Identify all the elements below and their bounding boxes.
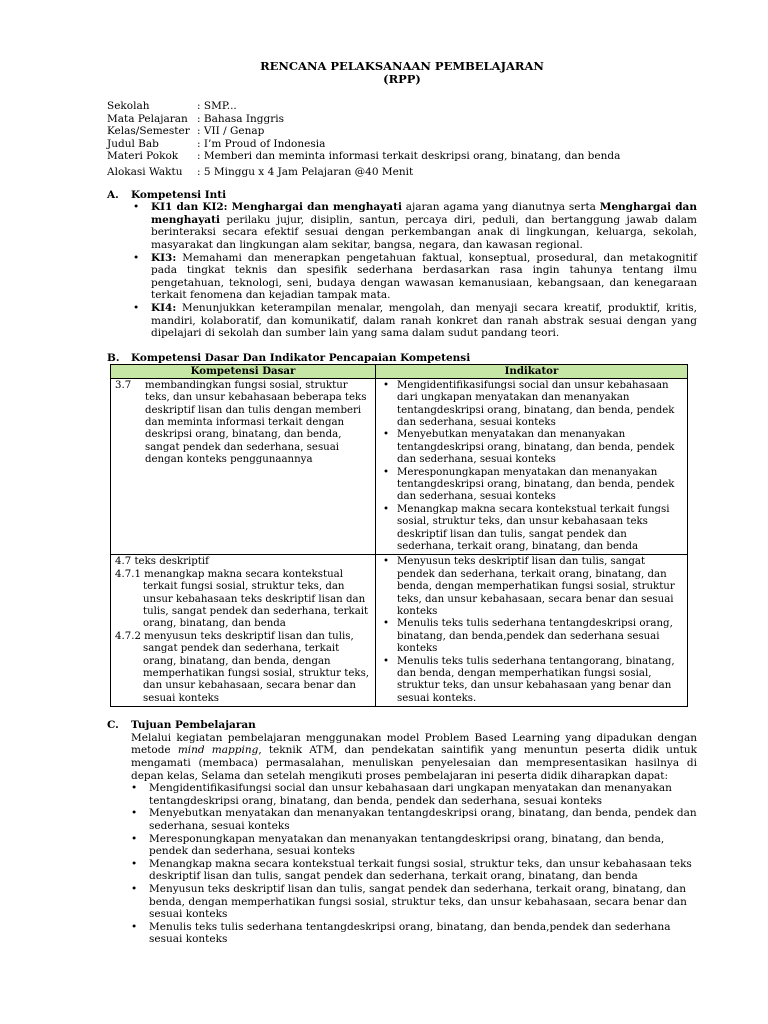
ki4-item — [131, 302, 697, 340]
meta-row-kelas-semester — [107, 125, 697, 138]
indicator-list — [380, 380, 683, 554]
indicator-list — [380, 556, 683, 705]
meta-value: : Memberi dan meminta informasi terkait deskripsi orang, binatang, dan benda — [197, 150, 621, 163]
meta-value: : VII / Genap — [197, 125, 265, 138]
list-item: • Menyusun teks deskriptif lisan dan tulis, sangat pendek dan sederhana, terkait orang, binatang, dan benda, dengan memperhatikan fungsi sosial, struktur teks, dan unsur kebahasaan, secara benar dan sesuai konteks — [380, 556, 683, 618]
document-page — [107, 60, 697, 946]
indicator-cell — [376, 555, 688, 707]
kd-number: 4.7.2 — [115, 630, 141, 642]
list-item: • Menulis teks tulis sederhana tentangdeskripsi orang, binatang, dan benda,pendek dan sederhana sesuai konteks — [380, 618, 683, 655]
identity-block — [107, 100, 697, 179]
section-a-heading — [107, 189, 697, 202]
section-letter: C. — [107, 719, 119, 732]
section-b-heading — [107, 352, 697, 365]
ki1-ki2-item — [131, 201, 697, 251]
column-header-kompetensi-dasar: Kompetensi Dasar — [111, 365, 376, 378]
meta-label: Kelas/Semester — [107, 125, 190, 138]
list-item: • Menyusun teks deskriptif lisan dan tulis, sangat pendek dan sederhana, terkait orang, binatang, dan benda, dengan memperhatikan fungsi sosial, struktur teks, dan unsur kebahasaan, secara benar dan sesuai konteks — [131, 883, 697, 921]
tujuan-list — [107, 782, 697, 946]
list-item: • Menangkap makna secara kontekstual terkait fungsi sosial, struktur teks, dan unsur kebahasaan teks deskriptif lisan dan tulis, sangat pendek dan sederhana, terkait orang, binatang, dan benda — [131, 858, 697, 883]
kd-number: 3.7 — [115, 379, 132, 391]
meta-value: : I’m Proud of Indonesia — [197, 137, 326, 150]
intro-text-1: Melalui kegiatan pembelajaran menggunakan model Problem Based Learning yang dipadukan dengan metode — [131, 731, 697, 757]
meta-label: Judul Bab — [107, 137, 159, 150]
ki3-text: Memahami dan menerapkan pengetahuan faktual, konseptual, prosedural, dan metakognitif pada tingkat teknis dan spesifik sederhana berdasarkan rasa ingin tahunya tentang ilmu pengetahuan, teknologi, seni, budaya dengan wawasan kemanusiaan, kebangsaan, dan kenegaraan terkait fenomena dan kejadian tampak mata. — [151, 251, 697, 302]
kd-4-7-1 — [115, 569, 371, 631]
section-letter: A. — [107, 188, 119, 201]
ki3-bold-label: KI3: — [151, 251, 177, 264]
list-item: • Menangkap makna secara kontekstual terkait fungsi sosial, struktur teks, dan unsur kebahasaan teks deskriptif lisan dan tulis, sangat pendek dan sederhana, terkait orang, binatang, dan benda — [380, 504, 683, 554]
meta-row-mata-pelajaran — [107, 113, 697, 126]
section-title: Kompetensi Inti — [131, 188, 227, 201]
kd-text-rest: sangat pendek dan sederhana, terkait orang, binatang, dan benda, dengan memperhatikan fungsi sosial, struktur teks, dan unsur kebahasaan, secara benar dan sesuai konteks — [143, 643, 370, 704]
table-header-row — [111, 365, 688, 378]
kd-text: membandingkan fungsi sosial, struktur teks, dan unsur kebahasaan beberapa teks deskriptif lisan dan tulis dengan memberi dan meminta informasi terkait dengan deskripsi orang, binatang, dan benda, sangat pendek dan sederhana, sesuai dengan konteks penggunaannya — [145, 379, 367, 466]
list-item: • Menyebutkan menyatakan dan menanyakan tentangdeskripsi orang, binatang, dan benda, pendek dan sederhana, sesuai konteks — [380, 429, 683, 466]
indicator-cell — [376, 378, 688, 555]
intro-text-2: , teknik ATM, dan pendekatan saintifik yang menuntun peserta didik untuk mengamati (membaca) permasalahan, menuliskan penyelesaian dan mempresentasikan hasilnya di depan kelas, Selama dan setelah mengikuti proses pembelajaran ini peserta didik diharapkan dapat: — [131, 744, 698, 782]
title-line-1: RENCANA PELAKSANAAN PEMBELAJARAN — [260, 59, 544, 73]
meta-label: Mata Pelajaran — [107, 112, 188, 125]
list-item: • Menulis teks tulis sederhana tentangdeskripsi orang, binatang, dan benda,pendek dan sederhana sesuai konteks — [131, 921, 697, 946]
list-item: • Mengidentifikasifungsi social dan unsur kebahasaan dari ungkapan menyatakan dan menanyakan tentangdeskripsi orang, binatang, dan benda, pendek dan sederhana, sesuai konteks — [380, 380, 683, 430]
list-item: • Meresponungkapan menyatakan dan menanyakan tentangdeskripsi orang, binatang, dan benda, pendek dan sederhana, sesuai konteks — [380, 467, 683, 504]
tujuan-intro-paragraph — [107, 732, 697, 782]
ki4-text: Menunjukkan keterampilan menalar, mengolah, dan menyaji secara kreatif, produktif, kritis, mandiri, kolaboratif, dan komunikatif, dalam ranah konkret dan ranah abstrak sesuai dengan yang dipelajari di sekolah dan sumber lain yang sama dalam sudut pandang teori. — [151, 301, 697, 340]
list-item: • Meresponungkapan menyatakan dan menanyakan tentangdeskripsi orang, binatang, dan benda, pendek dan sederhana, sesuai konteks — [131, 833, 697, 858]
kd-text-rest: terkait fungsi sosial, struktur teks, dan unsur kebahasaan teks deskriptif lisan dan tulis, sangat pendek dan sederhana, terkait orang, binatang, dan benda — [143, 581, 369, 630]
section-letter: B. — [107, 351, 120, 364]
section-title: Tujuan Pembelajaran — [131, 719, 256, 732]
ki3-item — [131, 252, 697, 302]
ki1-text-1: ajaran agama yang dianutnya serta — [401, 201, 600, 214]
title-line-2: (RPP) — [383, 72, 421, 86]
kd-text-first: menangkap makna secara kontekstual — [144, 568, 343, 580]
kd-number: 4.7.1 — [115, 568, 141, 580]
ki1-bold-phrase: Menghargai dan menghayati — [151, 201, 697, 226]
meta-value: : 5 Minggu x 4 Jam Pelajaran @40 Menit — [197, 165, 414, 178]
list-item: • Menulis teks tulis sederhana tentangorang, binatang, dan benda, dengan memperhatikan fungsi sosial, struktur teks, dan unsur kebahasaan yang benar dan sesuai konteks. — [380, 656, 683, 706]
meta-value: : SMP... — [197, 100, 237, 112]
document-title — [107, 60, 697, 86]
kd-indikator-table — [110, 364, 688, 707]
kompetensi-inti-list — [107, 201, 697, 340]
meta-row-judul-bab — [107, 138, 697, 151]
ki1-bold-label: KI1 dan KI2: Menghargai dan menghayati — [151, 201, 402, 214]
intro-emphasis: mind mapping — [177, 744, 259, 757]
meta-label: Materi Pokok — [107, 150, 179, 163]
kd-3-7 — [115, 380, 371, 467]
kd-4-7-heading: 4.7 teks deskriptif — [115, 556, 209, 568]
table-row — [111, 378, 688, 555]
meta-value: : Bahasa Inggris — [197, 112, 284, 125]
meta-row-sekolah — [107, 100, 697, 113]
ki1-text-2: perilaku jujur, disiplin, santun, percaya diri, peduli, dan bertanggung jawab dalam berinteraksi secara efektif sesuai dengan perkembangan anak di lingkungan, keluarga, sekolah, masyarakat dan lingkungan alam sekitar, bangsa, negara, dan kawasan regional. — [151, 213, 697, 251]
list-item: • Menyebutkan menyatakan dan menanyakan tentangdeskripsi orang, binatang, dan benda, pendek dan sederhana, sesuai konteks — [131, 807, 697, 832]
list-item: • Mengidentifikasifungsi social dan unsur kebahasaan dari ungkapan menyatakan dan menanyakan tentangdeskripsi orang, binatang, dan benda, pendek dan sederhana, sesuai konteks — [131, 782, 697, 807]
kd-4-7-2 — [115, 631, 371, 705]
meta-label: Sekolah — [107, 100, 150, 112]
meta-label: Alokasi Waktu — [107, 165, 183, 178]
meta-row-materi-pokok — [107, 150, 697, 163]
table-row — [111, 555, 688, 707]
section-c-heading — [107, 719, 697, 732]
ki4-bold-label: KI4: — [151, 301, 177, 314]
kd-cell — [111, 555, 376, 707]
kd-text-first: menyusun teks deskriptif lisan dan tulis, — [144, 630, 354, 642]
meta-row-alokasi-waktu — [107, 166, 697, 179]
section-title: Kompetensi Dasar Dan Indikator Pencapaian Kompetensi — [131, 351, 471, 364]
column-header-indikator: Indikator — [376, 365, 688, 378]
kd-cell — [111, 378, 376, 555]
